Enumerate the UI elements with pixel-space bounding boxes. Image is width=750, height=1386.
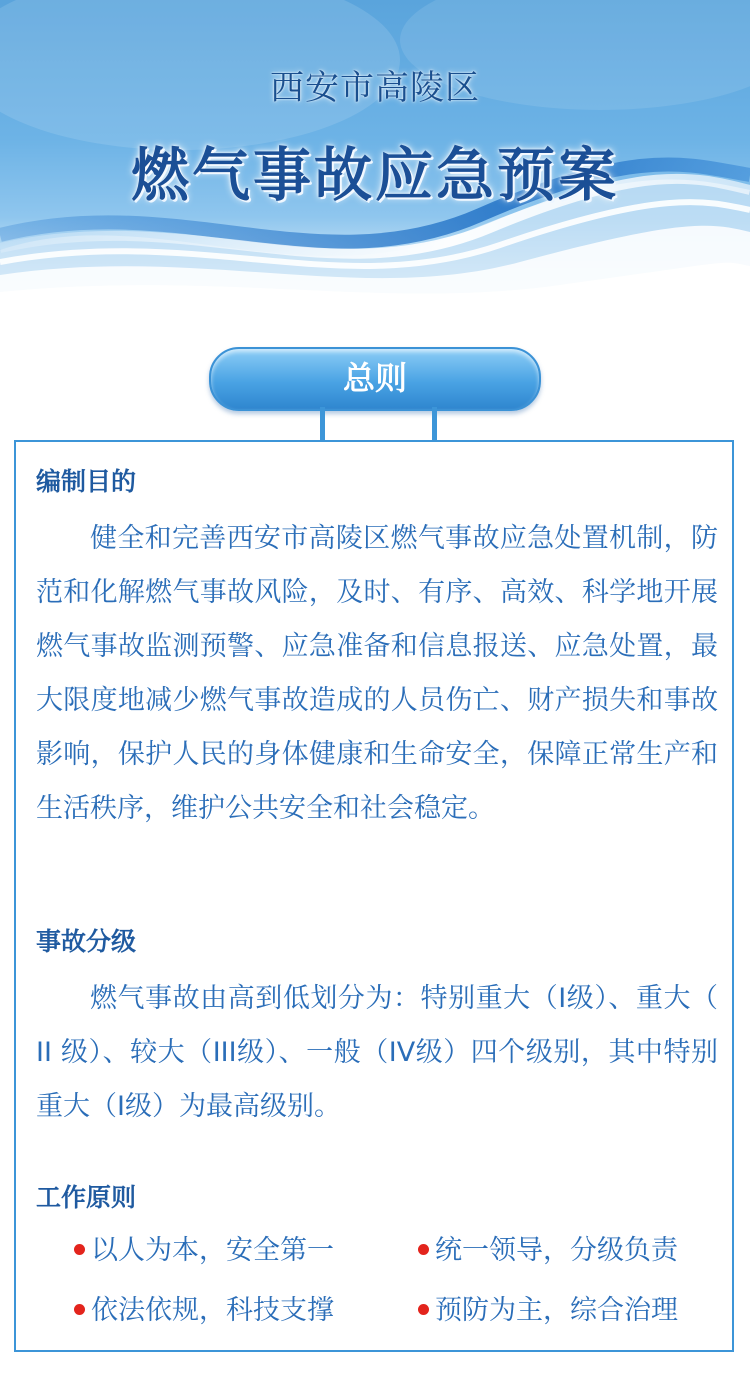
bullet-icon: [74, 1244, 85, 1255]
pill-connector-right: [432, 407, 437, 441]
header-banner: [0, 0, 750, 310]
section-heading-principles: 工作原则: [36, 1183, 137, 1212]
pill-connector-left: [320, 407, 325, 441]
principle-item: 统一领导，分级负责: [418, 1228, 678, 1267]
bullet-icon: [74, 1304, 85, 1315]
content-box: [14, 440, 734, 1352]
page-title: 燃气事故应急预案: [130, 141, 619, 209]
bullet-icon: [418, 1304, 429, 1315]
section-heading-classification: 事故分级: [36, 927, 137, 956]
principle-item: 以人为本，安全第一: [74, 1228, 334, 1267]
section-title-pill: 总则: [209, 347, 541, 411]
principle-item: 依法依规，科技支撑: [74, 1288, 334, 1327]
section-text-purpose: 健全和完善西安市高陵区燃气事故应急处置机制，防范和化解燃气事故风险，及时、有序、高效、科学地开展燃气事故监测预警、应急准备和信息报送、应急处置，最大限度地减少燃气事故造成的人员伤亡、财产损失和事故影响，保护人民的身体健康和生命安全，保障正常生产和生活秩序，维护公共安全和社会稳定。: [36, 523, 718, 824]
header-subtitle: 西安市高陵区: [270, 68, 480, 108]
section-heading-purpose: 编制目的: [36, 467, 137, 496]
section-text-classification: 燃气事故由高到低划分为：特别重大（I级）、重大（ II 级）、较大（III级）、一般（IV级）四个级别，其中特别重大（I级）为最高级别。: [36, 983, 718, 1122]
principle-item: 预防为主，综合治理: [418, 1288, 678, 1327]
bullet-icon: [418, 1244, 429, 1255]
